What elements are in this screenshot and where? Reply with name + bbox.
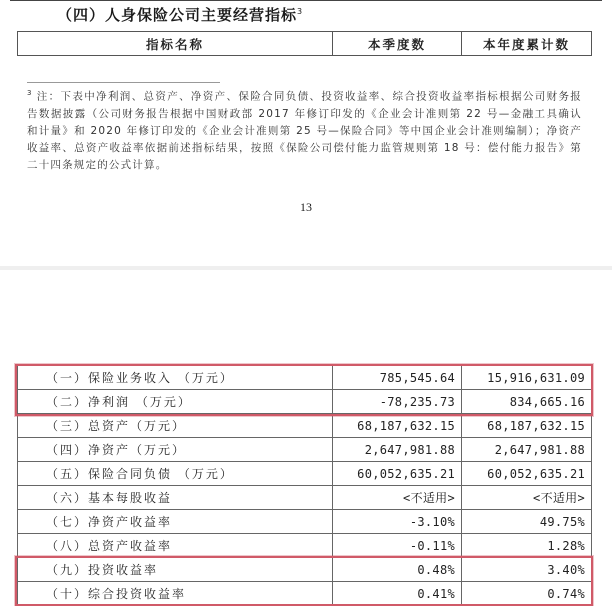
indicator-name: （十）综合投资收益率: [18, 582, 333, 606]
table-row: [18, 414, 592, 438]
table-row: [18, 582, 592, 606]
quarter-value: <不适用>: [333, 486, 462, 510]
table-row: [18, 366, 592, 390]
table-row: [18, 438, 592, 462]
indicator-header-table: [17, 31, 592, 56]
page-number: 13: [300, 200, 312, 214]
top-page-rule: [10, 0, 602, 1]
ytd-value: 60,052,635.21: [462, 462, 592, 486]
quarter-value: 0.41%: [333, 582, 462, 606]
ytd-value: 68,187,632.15: [462, 414, 592, 438]
header-year-to-date: 本年度累计数: [462, 32, 592, 56]
indicator-data-table: [17, 366, 592, 606]
ytd-value: 0.74%: [462, 582, 592, 606]
footnote-separator: [27, 82, 220, 83]
indicator-name: （七）净资产收益率: [18, 510, 333, 534]
section-title: [57, 4, 303, 25]
indicator-name: （五）保险合同负债 （万元）: [18, 462, 333, 486]
ytd-value: <不适用>: [462, 486, 592, 510]
header-row: [18, 32, 592, 56]
quarter-value: 68,187,632.15: [333, 414, 462, 438]
quarter-value: -78,235.73: [333, 390, 462, 414]
quarter-value: 0.48%: [333, 558, 462, 582]
ytd-value: 3.40%: [462, 558, 592, 582]
indicator-name: （八）总资产收益率: [18, 534, 333, 558]
table-row: [18, 462, 592, 486]
page-break-divider: [0, 266, 612, 270]
ytd-value: 2,647,981.88: [462, 438, 592, 462]
quarter-value: -3.10%: [333, 510, 462, 534]
header-quarter: 本季度数: [333, 32, 462, 56]
footnote: [27, 85, 582, 174]
indicator-name: （六）基本每股收益: [18, 486, 333, 510]
ytd-value: 15,916,631.09: [462, 366, 592, 390]
ytd-value: 834,665.16: [462, 390, 592, 414]
indicator-name: （四）净资产（万元）: [18, 438, 333, 462]
table-row: [18, 510, 592, 534]
quarter-value: -0.11%: [333, 534, 462, 558]
indicator-name: （九）投资收益率: [18, 558, 333, 582]
footnote-marker: 3: [27, 89, 33, 97]
table-row: [18, 486, 592, 510]
footnote-text: 注：下表中净利润、总资产、净资产、保险合同负债、投资收益率、综合投资收益率指标根据公司财务报告数据披露（公司财务报告根据中国财政部 2017 年修订印发的《企业会计准则第 22 号—金融工具确认和计量》和 2020 年修订印发的《企业会计准则第 25 号—保险合同》等中国企业会计准则编制）；净资产收益率、总资产收益率依据前述指标结果，按照《保险公司偿付能力监管规则第 18 号：偿付能力报告》第二十四条规定的公式计算。: [27, 90, 582, 171]
quarter-value: 60,052,635.21: [333, 462, 462, 486]
table-row: [18, 390, 592, 414]
ytd-value: 49.75%: [462, 510, 592, 534]
indicator-name: （三）总资产（万元）: [18, 414, 333, 438]
indicator-name: （一）保险业务收入 （万元）: [18, 366, 333, 390]
table-row: [18, 534, 592, 558]
quarter-value: 2,647,981.88: [333, 438, 462, 462]
table-row: [18, 558, 592, 582]
ytd-value: 1.28%: [462, 534, 592, 558]
section-title-text: （四）人身保险公司主要经营指标: [57, 6, 298, 24]
header-indicator-name: 指标名称: [18, 32, 333, 56]
indicator-name: （二）净利润 （万元）: [18, 390, 333, 414]
quarter-value: 785,545.64: [333, 366, 462, 390]
footnote-reference: 3: [297, 7, 304, 16]
